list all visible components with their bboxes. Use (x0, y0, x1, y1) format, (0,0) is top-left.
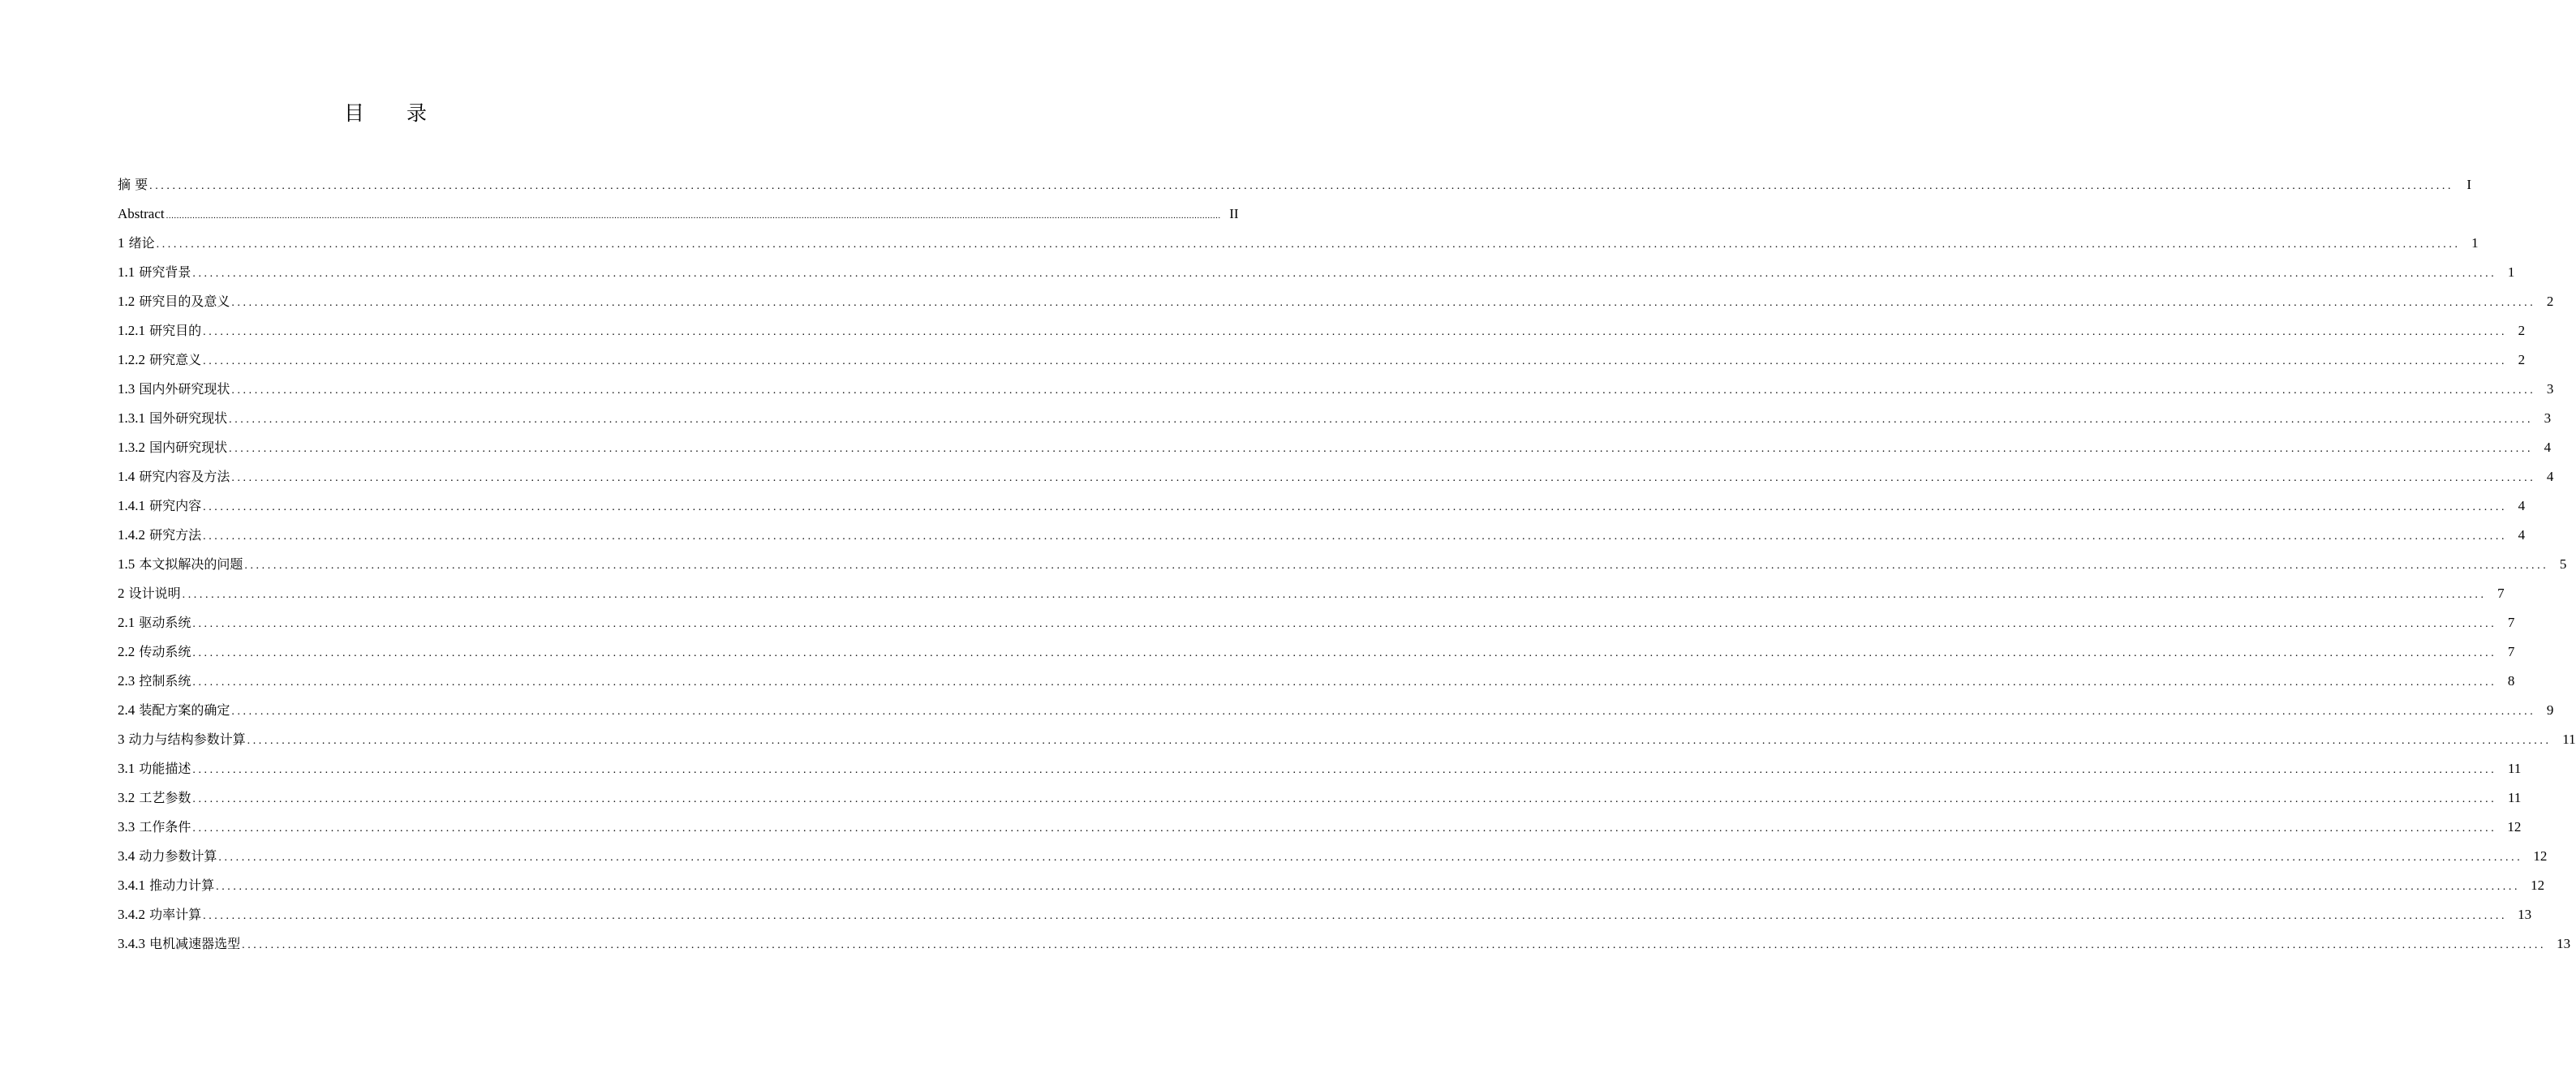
toc-entry-label (118, 521, 201, 550)
dot-leader: ................................................................................................................................................................................................................................................................................................................................................................................................................ (218, 852, 2523, 864)
toc-entry-text: 国内外研究现状 (139, 381, 230, 397)
toc-entry-label (118, 667, 191, 696)
toc-entry-number: 1.4.1 (118, 498, 145, 513)
toc-entry[interactable] (118, 813, 2522, 842)
toc-page-number: 1 (2507, 264, 2515, 280)
toc-entry-label (118, 491, 201, 521)
dot-leader: ................................................................................................................................................................................................................................................................................................................................................................................................................ (182, 589, 2487, 601)
dot-leader: ................................................................................................................................................................................................................................................................................................................................................................................................................ (231, 706, 2536, 718)
toc-entry-text: Abstract (118, 206, 165, 221)
dot-leader: ................................................................................................................................................................................................................................................................................................................................................................................................................ (231, 297, 2536, 309)
toc-entry[interactable] (118, 229, 2479, 258)
toc-entry-number: 2 (118, 586, 125, 601)
toc-entry-label (118, 900, 201, 929)
toc-entry-number: 1.2.2 (118, 352, 145, 367)
toc-entry-text: 本文拟解决的问题 (139, 556, 243, 572)
dot-leader: ................................................................................................................................................................................................................................................................................................................................................................................................................ (247, 735, 2552, 747)
toc-entry[interactable] (118, 258, 2515, 287)
toc-entry-text: 驱动系统 (139, 615, 191, 630)
toc-entry-number: 3.4 (118, 848, 135, 864)
toc-entry-number: 3.1 (118, 761, 135, 776)
dot-leader: ................................................................................................................................................................................................................................................................................................................................................................................................................ (166, 211, 1221, 221)
toc-entry-label (118, 813, 191, 842)
toc-page-number: 11 (2507, 761, 2522, 776)
toc-entry-number: 1.2.1 (118, 323, 145, 338)
toc-entry-text: 工艺参数 (139, 790, 191, 805)
toc-page-number: 13 (2557, 936, 2571, 951)
dot-leader: ................................................................................................................................................................................................................................................................................................................................................................................................................ (192, 647, 2497, 659)
dot-leader: ................................................................................................................................................................................................................................................................................................................................................................................................................ (244, 560, 2549, 572)
toc-entry-label (118, 754, 191, 783)
page-title: 目 录 (344, 101, 445, 125)
dot-leader: ................................................................................................................................................................................................................................................................................................................................................................................................................ (156, 238, 2461, 251)
toc-entry-text: 工作条件 (139, 819, 191, 835)
toc-entry-number: 3.3 (118, 819, 135, 835)
toc-page-number: 7 (2507, 615, 2515, 630)
toc-entry[interactable] (118, 375, 2554, 404)
dot-leader: ................................................................................................................................................................................................................................................................................................................................................................................................................ (149, 180, 2454, 192)
toc-entry-text: 研究目的及意义 (139, 294, 230, 309)
toc-page-number: 2 (2518, 352, 2526, 367)
toc-page-number: 4 (2518, 527, 2526, 543)
toc-entry[interactable] (118, 667, 2515, 696)
table-of-contents (118, 170, 2576, 959)
dot-leader: ................................................................................................................................................................................................................................................................................................................................................................................................................ (192, 764, 2497, 776)
dot-leader: ................................................................................................................................................................................................................................................................................................................................................................................................................ (192, 822, 2497, 835)
toc-entry-text: 研究内容 (149, 498, 202, 513)
toc-entry-text: 传动系统 (139, 644, 191, 659)
toc-entry[interactable] (118, 200, 1239, 229)
toc-entry-number: 1.4.2 (118, 527, 145, 543)
toc-page-number: 7 (2507, 644, 2515, 659)
toc-page-number: I (2466, 177, 2472, 192)
toc-entry-number: 3.4.1 (118, 878, 145, 893)
toc-entry[interactable] (118, 871, 2545, 900)
toc-entry-text: 装配方案的确定 (139, 702, 230, 718)
toc-entry-number: 3 (118, 732, 125, 747)
toc-entry[interactable] (118, 462, 2554, 491)
toc-entry-label (118, 316, 201, 345)
toc-entry-number: 1.3.2 (118, 440, 145, 455)
toc-entry-number: 3.2 (118, 790, 135, 805)
toc-entry[interactable] (118, 433, 2552, 462)
dot-leader: ................................................................................................................................................................................................................................................................................................................................................................................................................ (229, 414, 2534, 426)
dot-leader: ................................................................................................................................................................................................................................................................................................................................................................................................................ (231, 472, 2536, 484)
toc-page-number: 13 (2518, 907, 2532, 922)
toc-page-number: 9 (2546, 702, 2554, 718)
toc-entry[interactable] (118, 491, 2526, 521)
toc-entry[interactable] (118, 637, 2515, 667)
toc-entry-number: 1 (118, 235, 125, 251)
dot-leader: ................................................................................................................................................................................................................................................................................................................................................................................................................ (231, 384, 2536, 397)
toc-entry-text: 动力参数计算 (139, 848, 217, 864)
toc-entry-number: 3.4.3 (118, 936, 145, 951)
toc-entry-text: 研究内容及方法 (139, 469, 230, 484)
toc-page-number: 2 (2546, 294, 2554, 309)
toc-entry-text: 推动力计算 (149, 878, 215, 893)
toc-entry-label (118, 871, 214, 900)
toc-page-number: 2 (2518, 323, 2526, 338)
toc-entry-label (118, 725, 246, 754)
toc-entry-label (118, 258, 191, 287)
dot-leader: ................................................................................................................................................................................................................................................................................................................................................................................................................ (203, 326, 2508, 338)
toc-entry-label (118, 170, 148, 200)
toc-page-number: 1 (2471, 235, 2479, 251)
toc-page-number: 4 (2546, 469, 2554, 484)
toc-entry[interactable] (118, 316, 2526, 345)
toc-entry[interactable] (118, 725, 2576, 754)
toc-entry-number: 2.3 (118, 673, 135, 689)
toc-entry-number: 1.1 (118, 264, 135, 280)
toc-entry-text: 设计说明 (128, 586, 181, 601)
toc-entry-number: 1.4 (118, 469, 135, 484)
toc-page-number: 8 (2507, 673, 2515, 689)
toc-entry-label (118, 696, 230, 725)
toc-entry-text: 研究意义 (149, 352, 202, 367)
toc-entry[interactable] (118, 696, 2554, 725)
toc-entry-number: 2.1 (118, 615, 135, 630)
dot-leader: ................................................................................................................................................................................................................................................................................................................................................................................................................ (216, 881, 2521, 893)
toc-entry-text: 研究方法 (149, 527, 202, 543)
toc-entry-text: 电机减速器选型 (149, 936, 241, 951)
toc-entry-label (118, 608, 191, 637)
toc-entry-label (118, 579, 181, 608)
toc-entry-label (118, 637, 191, 667)
toc-page-number: 5 (2559, 556, 2567, 572)
dot-leader: ................................................................................................................................................................................................................................................................................................................................................................................................................ (203, 355, 2508, 367)
toc-entry[interactable] (118, 754, 2522, 783)
toc-entry-text: 研究背景 (139, 264, 191, 280)
dot-leader: ................................................................................................................................................................................................................................................................................................................................................................................................................ (192, 268, 2497, 280)
toc-entry-text: 动力与结构参数计算 (128, 732, 246, 747)
toc-page-number: 11 (2562, 732, 2576, 747)
toc-entry[interactable] (118, 783, 2522, 813)
toc-entry[interactable] (118, 404, 2552, 433)
toc-entry[interactable] (118, 579, 2505, 608)
toc-entry-number: 1.5 (118, 556, 135, 572)
toc-entry-label (118, 462, 230, 491)
toc-entry-text: 绪论 (128, 235, 155, 251)
toc-page-number: 12 (2507, 819, 2522, 835)
toc-entry-number: 2.4 (118, 702, 135, 718)
toc-entry-text: 国外研究现状 (149, 410, 228, 426)
toc-entry-label (118, 842, 217, 871)
toc-entry-number: 1.2 (118, 294, 135, 309)
toc-entry[interactable] (118, 842, 2548, 871)
toc-entry-label (118, 783, 191, 813)
dot-leader: ................................................................................................................................................................................................................................................................................................................................................................................................................ (242, 939, 2547, 951)
toc-entry-number: 3.4.2 (118, 907, 145, 922)
toc-entry[interactable] (118, 550, 2567, 579)
dot-leader: ................................................................................................................................................................................................................................................................................................................................................................................................................ (203, 530, 2508, 543)
toc-entry-label (118, 229, 155, 258)
toc-page-number: 11 (2507, 790, 2522, 805)
toc-entry[interactable] (118, 608, 2515, 637)
toc-entry-text: 国内研究现状 (149, 440, 228, 455)
toc-page-number: 3 (2546, 381, 2554, 397)
toc-entry-text: 功能描述 (139, 761, 191, 776)
toc-entry-label (118, 200, 165, 229)
toc-page-number: 12 (2531, 878, 2545, 893)
toc-entry[interactable] (118, 521, 2526, 550)
toc-page-number: 12 (2533, 848, 2548, 864)
toc-entry-label (118, 929, 240, 959)
dot-leader: ................................................................................................................................................................................................................................................................................................................................................................................................................ (203, 910, 2508, 922)
toc-page-number: 4 (2544, 440, 2552, 455)
toc-entry-number: 1.3 (118, 381, 135, 397)
dot-leader: ................................................................................................................................................................................................................................................................................................................................................................................................................ (192, 676, 2497, 689)
toc-entry-text: 控制系统 (139, 673, 191, 689)
toc-entry[interactable] (118, 170, 2472, 200)
toc-entry[interactable] (118, 287, 2554, 316)
toc-page-number: II (1229, 206, 1239, 221)
toc-entry[interactable] (118, 345, 2526, 375)
dot-leader: ................................................................................................................................................................................................................................................................................................................................................................................................................ (203, 501, 2508, 513)
toc-entry-text: 功率计算 (149, 907, 202, 922)
toc-entry-label (118, 375, 230, 404)
toc-page-number: 3 (2544, 410, 2552, 426)
dot-leader: ................................................................................................................................................................................................................................................................................................................................................................................................................ (192, 793, 2497, 805)
toc-entry[interactable] (118, 929, 2571, 959)
toc-entry-text: 摘 要 (118, 177, 148, 192)
toc-entry[interactable] (118, 900, 2532, 929)
toc-entry-label (118, 550, 243, 579)
toc-entry-label (118, 345, 201, 375)
toc-entry-label (118, 433, 227, 462)
toc-page-number: 7 (2497, 586, 2505, 601)
toc-entry-label (118, 287, 230, 316)
toc-entry-text: 研究目的 (149, 323, 202, 338)
dot-leader: ................................................................................................................................................................................................................................................................................................................................................................................................................ (192, 618, 2497, 630)
toc-entry-number: 1.3.1 (118, 410, 145, 426)
toc-entry-label (118, 404, 227, 433)
toc-page-number: 4 (2518, 498, 2526, 513)
dot-leader: ................................................................................................................................................................................................................................................................................................................................................................................................................ (229, 443, 2534, 455)
toc-entry-number: 2.2 (118, 644, 135, 659)
